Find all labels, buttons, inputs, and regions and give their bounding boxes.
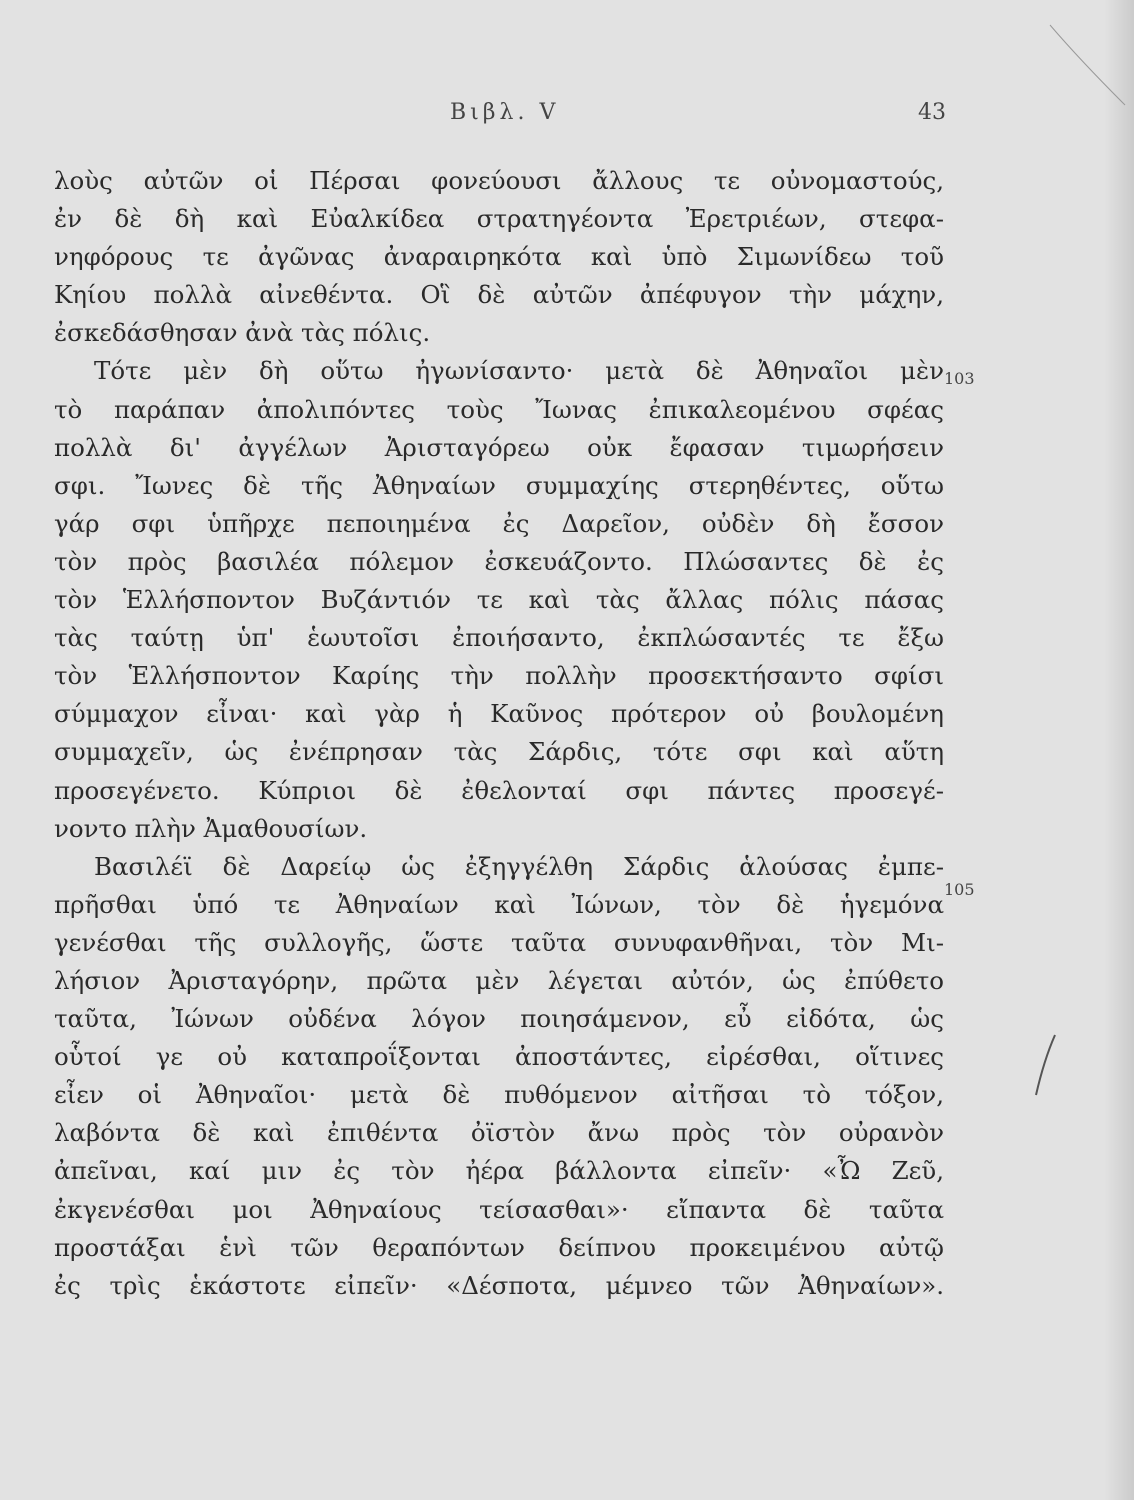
text-line: ἀπεῖναι, καί μιν ἐς τὸν ἠέρα βάλλοντα εἰπεῖν· «Ὦ Ζεῦ, [54, 1156, 944, 1186]
text-line: πρῆσθαι ὑπό τε Ἀθηναίων καὶ Ἰώνων, τὸν δὲ ἡγεμόνα [54, 889, 944, 919]
text-line: λήσιον Ἀρισταγόρην, πρῶτα μὲν λέγεται αὐτόν, ὡς ἐπύθετο [54, 965, 944, 995]
text-line: Βασιλέϊ δὲ Δαρείῳ ὡς ἐξηγγέλθη Σάρδις ἁλούσας ἐμπε- [94, 851, 944, 881]
text-line: τὰς ταύτῃ ὑπ' ἑωυτοῖσι ἐποιήσαντο, ἐκπλώσαντές τε ἔξω [54, 623, 944, 653]
margin-line-number: 105 [944, 880, 975, 899]
text-line: τὸν πρὸς βασιλέα πόλεμον ἐσκευάζοντο. Πλώσαντες δὲ ἐς [54, 546, 944, 576]
text-line: συμμαχεῖν, ὡς ἐνέπρησαν τὰς Σάρδις, τότε σφι καὶ αὕτη [54, 737, 944, 767]
page-corner-crease [1040, 20, 1130, 110]
text-line: πολλὰ δι' ἀγγέλων Ἀρισταγόρεω οὐκ ἔφασαν τιμωρήσειν [54, 432, 944, 462]
text-line: ἐσκεδάσθησαν ἀνὰ τὰς πόλις. [54, 318, 431, 348]
text-line: λαβόντα δὲ καὶ ἐπιθέντα ὀϊστὸν ἄνω πρὸς τὸν οὐρανὸν [54, 1118, 944, 1148]
margin-line-number: 103 [944, 369, 975, 388]
pencil-mark [1030, 1030, 1060, 1100]
text-line: νοντο πλὴν Ἀμαθουσίων. [54, 813, 368, 843]
running-head: Βιβλ. V [450, 100, 560, 125]
text-line: ταῦτα, Ἰώνων οὐδένα λόγον ποιησάμενον, εὖ εἰδότα, ὡς [54, 1004, 944, 1034]
text-line: προσεγένετο. Κύπριοι δὲ ἐθελονταί σφι πάντες προσεγέ- [54, 775, 944, 805]
text-line: σφι. Ἴωνες δὲ τῆς Ἀθηναίων συμμαχίης στερηθέντες, οὕτω [54, 470, 944, 500]
text-line: οὗτοί γε οὐ καταπροΐξονται ἀποστάντες, εἰρέσθαι, οἵτινες [54, 1042, 944, 1072]
text-line: ἐκγενέσθαι μοι Ἀθηναίους τείσασθαι»· εἴπαντα δὲ ταῦτα [54, 1194, 944, 1224]
text-line: προστάξαι ἑνὶ τῶν θεραπόντων δείπνου προκειμένου αὐτῷ [54, 1232, 944, 1262]
text-line: Τότε μὲν δὴ οὕτω ἠγωνίσαντο· μετὰ δὲ Ἀθηναῖοι μὲν [94, 356, 944, 386]
page-number: 43 [918, 100, 946, 125]
text-line: Κηίου πολλὰ αἰνεθέντα. Οἳ δὲ αὐτῶν ἀπέφυγον τὴν μάχην, [54, 280, 944, 310]
text-line: γενέσθαι τῆς συλλογῆς, ὥστε ταῦτα συνυφανθῆναι, τὸν Μι- [54, 927, 944, 957]
text-line: εἶεν οἱ Ἀθηναῖοι· μετὰ δὲ πυθόμενον αἰτῆσαι τὸ τόξον, [54, 1080, 944, 1110]
text-line: ἐς τρὶς ἑκάστοτε εἰπεῖν· «Δέσποτα, μέμνεο τῶν Ἀθηναίων». [54, 1270, 944, 1300]
text-line: λοὺς αὐτῶν οἱ Πέρσαι φονεύουσι ἄλλους τε οὐνομαστούς, [54, 166, 944, 195]
text-line: σύμμαχον εἶναι· καὶ γὰρ ἡ Καῦνος πρότερον οὐ βουλομένη [54, 699, 944, 729]
text-line: νηφόρους τε ἀγῶνας ἀναραιρηκότα καὶ ὑπὸ Σιμωνίδεω τοῦ [54, 242, 944, 272]
text-line: τὸν Ἑλλήσποντον Καρίης τὴν πολλὴν προσεκτήσαντο σφίσι [54, 661, 944, 691]
page-header [0, 100, 1134, 136]
body-text [54, 162, 944, 1305]
page-edge-shadow [1104, 0, 1134, 1500]
text-line: τὸ παράπαν ἀπολιπόντες τοὺς Ἴωνας ἐπικαλεομένου σφέας [54, 394, 944, 424]
text-line: ἐν δὲ δὴ καὶ Εὐαλκίδεα στρατηγέοντα Ἐρετριέων, στεφα- [54, 204, 944, 234]
text-line: γάρ σφι ὑπῆρχε πεποιημένα ἐς Δαρεῖον, οὐδὲν δὴ ἔσσον [54, 508, 944, 538]
text-line: τὸν Ἑλλήσποντον Βυζάντιόν τε καὶ τὰς ἄλλας πόλις πάσας [54, 585, 944, 615]
